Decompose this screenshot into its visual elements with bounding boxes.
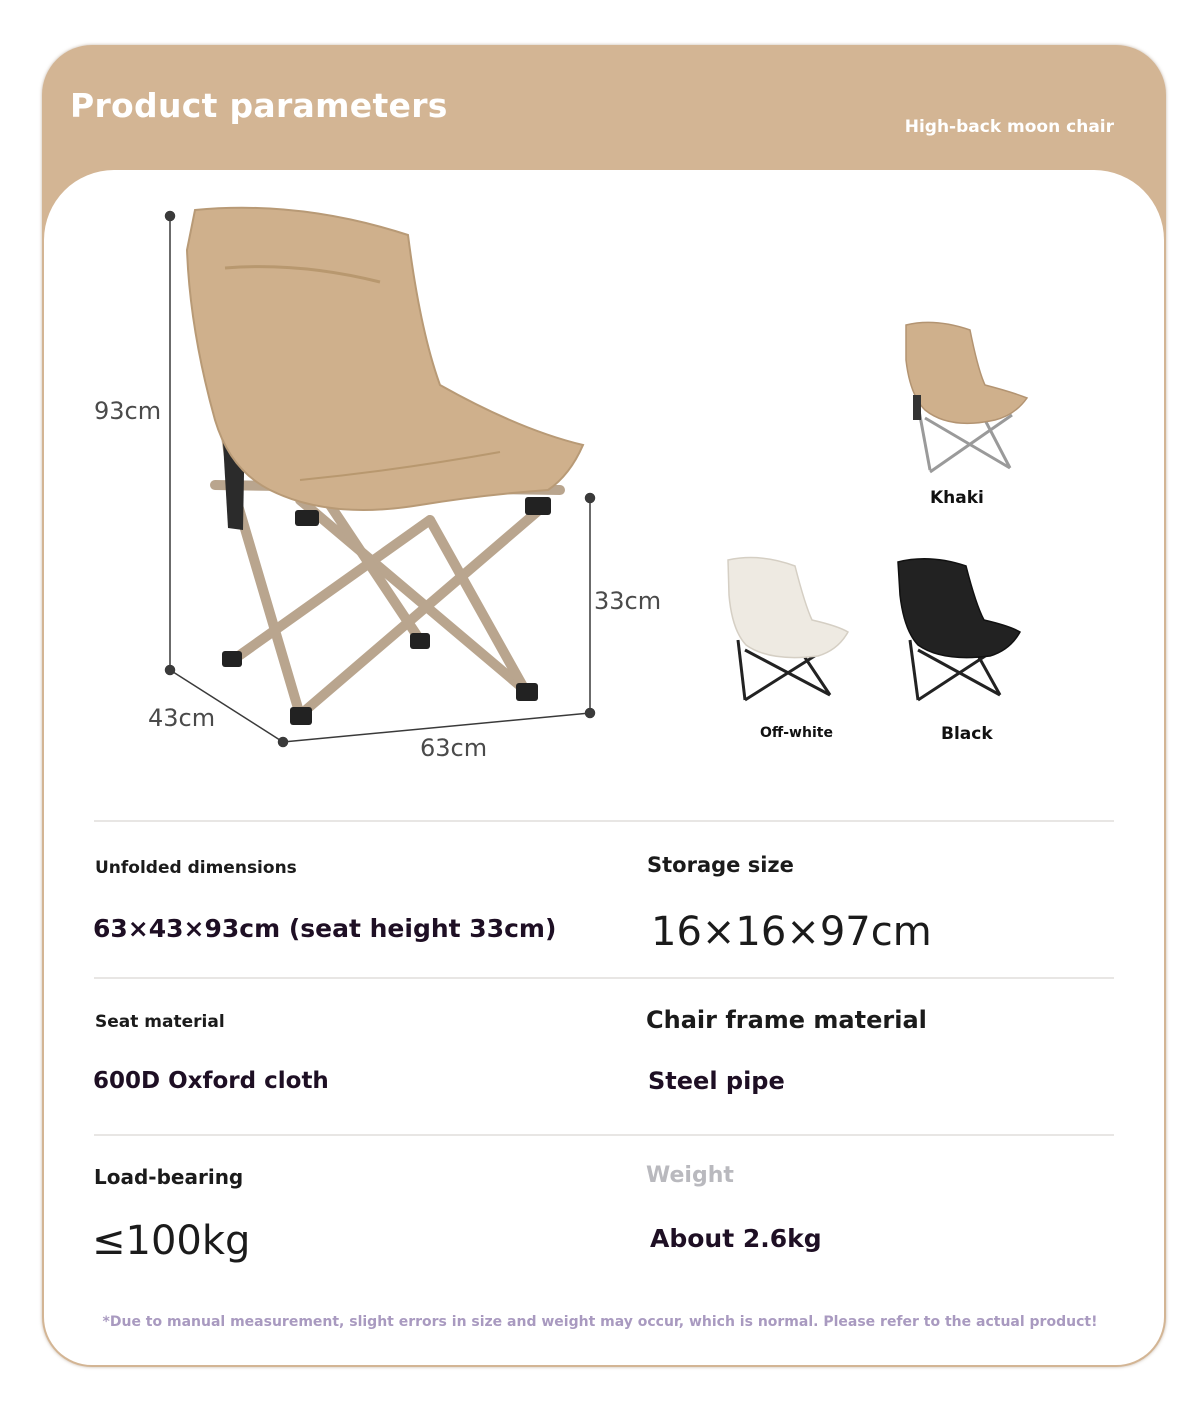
off-white-chair-thumbnail bbox=[728, 558, 848, 700]
color-label-off-white: Off-white bbox=[760, 725, 833, 741]
chair-frame-material-value: Steel pipe bbox=[648, 1067, 785, 1095]
load-bearing-label: Load-bearing bbox=[94, 1165, 244, 1189]
page-title: Product parameters bbox=[70, 86, 448, 125]
divider bbox=[94, 820, 1114, 822]
weight-value: About 2.6kg bbox=[650, 1224, 822, 1253]
divider bbox=[94, 977, 1114, 979]
unfolded-dimensions-value: 63×43×93cm (seat height 33cm) bbox=[93, 914, 557, 943]
seat-height-label: 33cm bbox=[594, 587, 662, 615]
color-label-khaki: Khaki bbox=[930, 488, 984, 508]
storage-size-label: Storage size bbox=[647, 853, 794, 877]
product-subtitle: High-back moon chair bbox=[904, 117, 1114, 137]
load-bearing-value: ≤100kg bbox=[92, 1218, 251, 1264]
height-label: 93cm bbox=[94, 397, 162, 425]
depth-label: 43cm bbox=[148, 704, 216, 732]
khaki-chair-thumbnail bbox=[906, 322, 1027, 472]
seat-material-label: Seat material bbox=[95, 1012, 225, 1032]
footnote: *Due to manual measurement, slight errors in size and weight may occur, which is normal. Please refer to the actual product! bbox=[102, 1314, 1098, 1330]
storage-size-value: 16×16×97cm bbox=[651, 909, 932, 955]
weight-label: Weight bbox=[646, 1163, 734, 1188]
black-chair-thumbnail bbox=[898, 559, 1020, 700]
chair-frame-material-label: Chair frame material bbox=[646, 1006, 927, 1034]
seat-material-value: 600D Oxford cloth bbox=[93, 1068, 329, 1094]
color-label-black: Black bbox=[941, 724, 993, 744]
width-label: 63cm bbox=[420, 734, 488, 762]
divider bbox=[94, 1134, 1114, 1136]
unfolded-dimensions-label: Unfolded dimensions bbox=[95, 858, 297, 878]
